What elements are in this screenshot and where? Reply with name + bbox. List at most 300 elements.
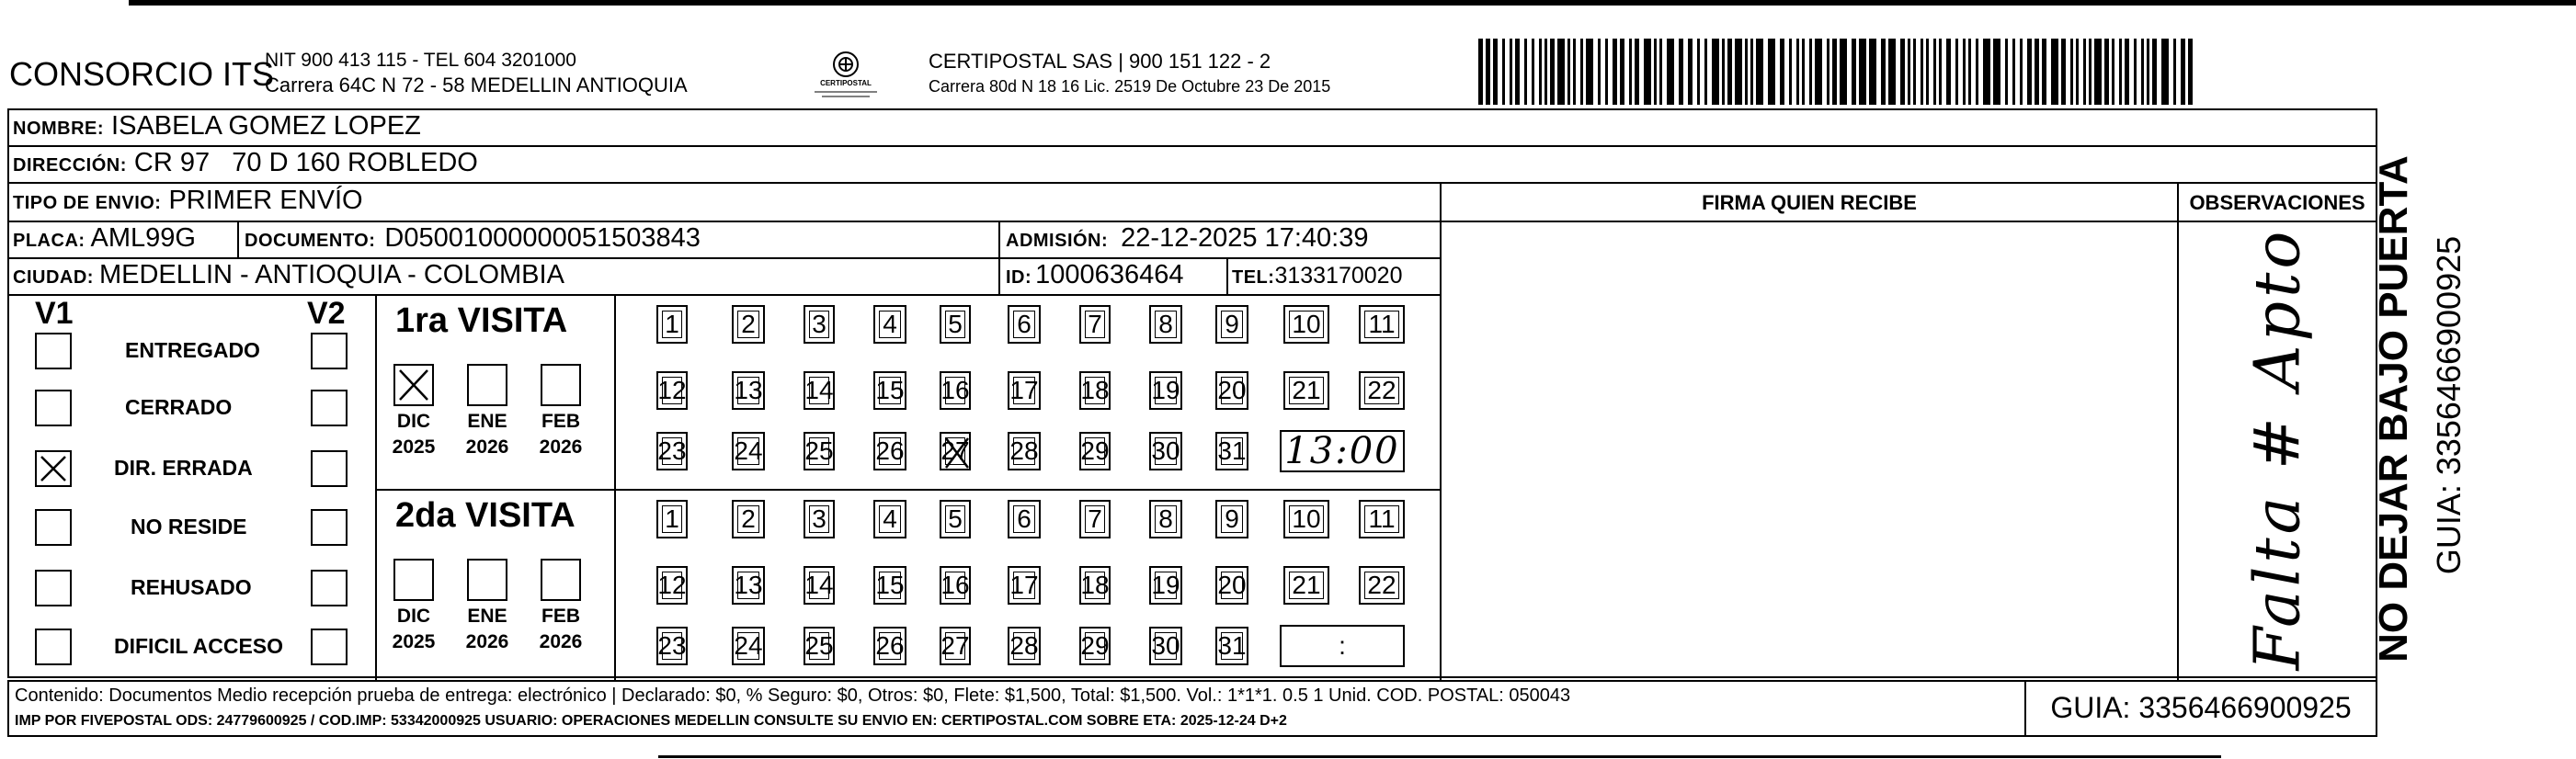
time-box[interactable] — [1280, 625, 1405, 667]
day-box[interactable] — [804, 432, 835, 470]
admission-cell — [1006, 223, 1368, 254]
day-number: 14 — [804, 376, 834, 404]
day-number: 10 — [1292, 504, 1321, 533]
day-number: 16 — [940, 376, 970, 404]
day-number: 8 — [1158, 310, 1173, 338]
barcode-bar — [1510, 39, 1512, 105]
barcode-bar — [2141, 39, 2144, 105]
v1-checkbox[interactable] — [35, 509, 72, 546]
plate-cell — [13, 223, 196, 254]
barcode-bar — [1635, 39, 1639, 105]
tel-label: TEL: — [1232, 267, 1275, 288]
day-box[interactable] — [1149, 627, 1182, 665]
day-box[interactable] — [1215, 566, 1248, 605]
day-number: 28 — [1009, 436, 1039, 465]
day-number: 28 — [1009, 631, 1039, 660]
document-cell — [245, 223, 701, 254]
barcode-bar — [2173, 39, 2176, 105]
barcode-bar — [1605, 39, 1608, 105]
day-box[interactable] — [804, 305, 835, 344]
day-box[interactable] — [732, 371, 765, 410]
footer-divider — [7, 680, 2377, 682]
barcode-bar — [1567, 39, 1570, 105]
barcode-bar — [2089, 39, 2092, 105]
barcode-bar — [1768, 39, 1775, 105]
day-box[interactable] — [1149, 305, 1182, 344]
barcode-bar — [1900, 39, 1905, 105]
shipment-type-row — [13, 186, 363, 216]
day-number: 21 — [1292, 571, 1321, 599]
day-box[interactable] — [1079, 371, 1111, 410]
day-box[interactable] — [732, 305, 765, 344]
barcode-bar — [1557, 39, 1565, 105]
barcode-bar — [1780, 39, 1784, 105]
barcode-bar — [2125, 39, 2129, 105]
barcode-bar — [1939, 39, 1942, 105]
day-box[interactable] — [1079, 305, 1111, 344]
admission-label: ADMISIÓN: — [1006, 231, 1109, 251]
barcode-bar — [1598, 39, 1601, 105]
barcode-bar — [2119, 39, 2122, 105]
day-box[interactable] — [1149, 432, 1182, 470]
barcode-bar — [2152, 39, 2157, 105]
row-divider — [375, 489, 1442, 491]
barcode-bar — [2181, 39, 2185, 105]
day-number: 19 — [1151, 571, 1180, 599]
barcode-bar — [1620, 39, 1624, 105]
barcode-bar — [2061, 39, 2066, 105]
day-number: 23 — [657, 436, 687, 465]
day-number: 4 — [883, 310, 897, 338]
barcode-bar — [1796, 39, 1799, 105]
day-box[interactable] — [1215, 627, 1248, 665]
city-label: CIUDAD: — [13, 267, 94, 288]
v2-checkbox[interactable] — [311, 509, 348, 546]
day-box[interactable] — [732, 566, 765, 605]
barcode-bar — [1524, 39, 1527, 105]
day-number: 12 — [657, 571, 687, 599]
day-box[interactable] — [940, 305, 971, 344]
barcode-bar — [1955, 39, 1958, 105]
v2-checkbox[interactable] — [311, 333, 348, 369]
barcode-bar — [1478, 39, 1483, 105]
handwritten-observation: Falta # Apto — [2241, 227, 2315, 671]
v2-header: V2 — [307, 296, 346, 331]
day-box[interactable] — [804, 627, 835, 665]
day-box[interactable] — [656, 371, 688, 410]
cell-divider — [237, 221, 239, 257]
barcode-bar — [1926, 39, 1929, 105]
barcode — [1478, 39, 2205, 105]
day-number: 18 — [1080, 571, 1110, 599]
barcode-bar — [1586, 39, 1593, 105]
month-year: 2025 — [392, 631, 436, 652]
courier-address: Carrera 80d N 18 16 Lic. 2519 De Octubre 23 De 2015 — [929, 77, 1331, 96]
day-box[interactable] — [1008, 432, 1041, 470]
day-number: 15 — [875, 376, 905, 404]
day-box[interactable] — [1215, 432, 1248, 470]
address-label: DIRECCIÓN: — [13, 155, 127, 176]
v2-checkbox[interactable] — [311, 570, 348, 606]
day-number: 18 — [1080, 376, 1110, 404]
day-number: 2 — [741, 504, 756, 533]
status-label: CERRADO — [125, 395, 233, 419]
admission-date: 22-12-2025 17:40:39 — [1121, 223, 1369, 253]
day-number: 6 — [1017, 504, 1032, 533]
month-label: ENE — [467, 411, 507, 432]
day-box[interactable] — [656, 432, 688, 470]
day-number: 15 — [875, 571, 905, 599]
barcode-bar — [1881, 39, 1886, 105]
observations-header: OBSERVACIONES — [2189, 191, 2365, 214]
barcode-bar — [1654, 39, 1657, 105]
cell-divider — [375, 294, 377, 680]
month-label: DIC — [396, 411, 431, 432]
barcode-bar — [1613, 39, 1617, 105]
v1-checkbox[interactable] — [35, 570, 72, 606]
row-divider — [7, 294, 1442, 296]
day-number: 26 — [875, 436, 905, 465]
day-number: 12 — [657, 376, 687, 404]
day-number: 8 — [1158, 504, 1173, 533]
shipment-type: PRIMER ENVÍO — [168, 186, 363, 215]
barcode-bar — [1908, 39, 1910, 105]
day-box[interactable] — [1215, 371, 1248, 410]
v1-checkbox[interactable] — [35, 629, 72, 665]
barcode-bar — [1963, 39, 1966, 105]
barcode-bar — [2188, 39, 2193, 105]
day-number: 25 — [804, 631, 834, 660]
day-number: 30 — [1151, 631, 1180, 660]
day-number: 3 — [812, 310, 826, 338]
barcode-bar — [1983, 39, 1990, 105]
month-year: 2026 — [539, 631, 583, 652]
barcode-bar — [1688, 39, 1693, 105]
month-checkbox[interactable] — [467, 559, 507, 601]
check-mark — [395, 366, 432, 404]
v1-checkbox[interactable] — [35, 450, 72, 487]
cell-divider — [1226, 257, 1228, 294]
scan-top-edge — [129, 0, 2576, 6]
day-number: 20 — [1217, 571, 1247, 599]
day-box[interactable] — [873, 432, 906, 470]
logo-wordmark: CERTIPOSTAL — [820, 79, 872, 87]
day-number: 10 — [1292, 310, 1321, 338]
barcode-bar — [1750, 39, 1753, 105]
day-number: 16 — [940, 571, 970, 599]
barcode-bar — [2042, 39, 2046, 105]
day-box[interactable] — [1149, 500, 1182, 538]
day-number: 29 — [1080, 631, 1110, 660]
status-label: REHUSADO — [131, 575, 252, 599]
day-box[interactable] — [656, 305, 688, 344]
barcode-bar — [1745, 39, 1748, 105]
recipient-name-row — [13, 111, 421, 142]
barcode-bar — [2094, 39, 2102, 105]
barcode-bar — [1869, 39, 1876, 105]
barcode-bar — [2147, 39, 2149, 105]
id-value: 1000636464 — [1035, 260, 1184, 289]
month-checkbox[interactable] — [467, 364, 507, 406]
day-box[interactable] — [1079, 500, 1111, 538]
day-box[interactable] — [1008, 627, 1041, 665]
day-box[interactable] — [1008, 305, 1041, 344]
barcode-bar — [1735, 39, 1742, 105]
day-number: 1 — [665, 310, 679, 338]
day-box[interactable] — [804, 500, 835, 538]
address-row — [13, 148, 478, 178]
day-number: 17 — [1009, 571, 1039, 599]
barcode-bar — [1809, 39, 1812, 105]
v1-checkbox[interactable] — [35, 333, 72, 369]
day-box[interactable] — [873, 371, 906, 410]
barcode-bar — [1712, 39, 1719, 105]
document-label: DOCUMENTO: — [245, 231, 376, 251]
barcode-bar — [2020, 39, 2023, 105]
day-box[interactable] — [732, 500, 765, 538]
day-number: 19 — [1151, 376, 1180, 404]
day-box[interactable] — [940, 432, 971, 470]
day-number: 29 — [1080, 436, 1110, 465]
day-number: 24 — [734, 436, 763, 465]
day-box[interactable] — [656, 566, 688, 605]
day-box[interactable] — [1149, 371, 1182, 410]
barcode-bar — [2070, 39, 2073, 105]
barcode-bar — [1933, 39, 1936, 105]
day-number: 5 — [948, 310, 963, 338]
day-box[interactable] — [1283, 566, 1329, 605]
day-box[interactable] — [1359, 566, 1405, 605]
shipment-type-label: TIPO DE ENVIO: — [13, 193, 162, 213]
barcode-bar — [1544, 39, 1547, 105]
document-value: D05001000000051503843 — [384, 223, 701, 253]
day-number: 22 — [1367, 376, 1396, 404]
day-box[interactable] — [940, 371, 971, 410]
side-guide-number: GUIA: 3356466900925 — [2430, 235, 2468, 575]
status-label: NO RESIDE — [131, 515, 247, 538]
day-box[interactable] — [873, 305, 906, 344]
barcode-bar — [1859, 39, 1866, 105]
tel-value: 3133170020 — [1274, 263, 1403, 289]
day-box[interactable] — [1008, 371, 1041, 410]
barcode-bar — [1789, 39, 1792, 105]
barcode-bar — [1722, 39, 1725, 105]
footer-bottom — [7, 735, 2377, 737]
cell-divider — [998, 221, 1000, 294]
v2-checkbox[interactable] — [311, 390, 348, 426]
footer-divider-v — [7, 680, 9, 737]
day-box[interactable] — [732, 627, 765, 665]
barcode-bar — [1921, 39, 1923, 105]
month-label: ENE — [467, 606, 507, 627]
scan-bottom-edge — [658, 755, 2221, 758]
time-value: : — [1339, 631, 1346, 660]
day-box[interactable] — [656, 500, 688, 538]
day-box[interactable] — [1359, 371, 1405, 410]
signature-header: FIRMA QUIEN RECIBE — [1702, 191, 1917, 214]
day-number: 22 — [1367, 571, 1396, 599]
status-label: ENTREGADO — [125, 338, 260, 362]
barcode-bar — [1502, 39, 1505, 105]
v1-checkbox[interactable] — [35, 390, 72, 426]
status-label: DIFICIL ACCESO — [114, 634, 284, 658]
month-label: DIC — [396, 606, 431, 627]
day-box[interactable] — [1283, 305, 1329, 344]
day-box[interactable] — [1149, 566, 1182, 605]
recipient-name: ISABELA GOMEZ LOPEZ — [111, 111, 421, 141]
plate-value: AML99G — [90, 223, 196, 253]
day-number: 24 — [734, 631, 763, 660]
barcode-bar — [2012, 39, 2015, 105]
day-number: 23 — [657, 631, 687, 660]
month-year: 2025 — [392, 436, 436, 458]
day-box[interactable] — [1079, 566, 1111, 605]
day-box[interactable] — [873, 500, 906, 538]
time-value: 13:00 — [1284, 430, 1400, 472]
day-number: 27 — [940, 631, 970, 660]
barcode-bar — [2083, 39, 2086, 105]
barcode-bar — [2104, 39, 2109, 105]
barcode-bar — [1888, 39, 1896, 105]
day-box[interactable] — [940, 500, 971, 538]
barcode-bar — [1532, 39, 1534, 105]
footer-guide-number: GUIA: 3356466900925 — [2050, 691, 2352, 724]
month-checkbox[interactable] — [541, 559, 581, 601]
company-address: Carrera 64C N 72 - 58 MEDELLIN ANTIOQUIA — [265, 74, 688, 96]
barcode-bar — [1550, 39, 1555, 105]
barcode-bar — [1580, 39, 1583, 105]
certipostal-logo — [809, 46, 883, 101]
v2-checkbox[interactable] — [311, 450, 348, 487]
day-box[interactable] — [1215, 500, 1248, 538]
tel-cell — [1232, 263, 1402, 289]
barcode-bar — [1644, 39, 1651, 105]
day-number: 13 — [734, 571, 763, 599]
day-number: 7 — [1088, 310, 1102, 338]
v1-header: V1 — [35, 296, 74, 331]
courier-name: CERTIPOSTAL SAS | 900 151 122 - 2 — [929, 50, 1271, 73]
day-box[interactable] — [804, 371, 835, 410]
day-box[interactable] — [1359, 305, 1405, 344]
day-box[interactable] — [1079, 432, 1111, 470]
visit-title: 1ra VISITA — [395, 301, 568, 340]
signature-area[interactable] — [1442, 222, 2177, 680]
day-box[interactable] — [1008, 566, 1041, 605]
barcode-bar — [1486, 39, 1490, 105]
barcode-bar — [1573, 39, 1576, 105]
barcode-bar — [1667, 39, 1674, 105]
v2-checkbox[interactable] — [311, 629, 348, 665]
day-number: 17 — [1009, 376, 1039, 404]
month-label: FEB — [541, 606, 580, 627]
barcode-bar — [1946, 39, 1951, 105]
day-number: 2 — [741, 310, 756, 338]
day-box[interactable] — [1283, 371, 1329, 410]
day-box[interactable] — [1359, 500, 1405, 538]
day-box[interactable] — [940, 627, 971, 665]
id-cell — [1006, 260, 1183, 290]
barcode-bar — [1976, 39, 1978, 105]
barcode-bar — [1802, 39, 1805, 105]
day-number: 27 — [940, 436, 970, 465]
month-checkbox[interactable] — [393, 364, 434, 406]
print-info-line: IMP POR FIVEPOSTAL ODS: 24779600925 / COD.IMP: 53342000925 USUARIO: OPERACIONES MEDELLIN CONSULTE SU ENVIO EN: CERTIPOSTAL.COM SOBRE ETA: 2025-12-24 D+2 — [15, 713, 1287, 729]
row-divider — [7, 182, 2377, 184]
cell-divider — [614, 294, 616, 680]
barcode-bar — [1659, 39, 1662, 105]
day-number: 20 — [1217, 376, 1247, 404]
barcode-bar — [1727, 39, 1732, 105]
day-number: 13 — [734, 376, 763, 404]
day-number: 21 — [1292, 376, 1321, 404]
check-mark — [37, 452, 70, 485]
day-number: 5 — [948, 504, 963, 533]
month-checkbox[interactable] — [541, 364, 581, 406]
day-box[interactable] — [873, 566, 906, 605]
address-value: CR 97 70 D 160 ROBLEDO — [133, 148, 478, 177]
id-label: ID: — [1006, 267, 1032, 288]
time-box[interactable] — [1280, 430, 1405, 472]
day-box[interactable] — [940, 566, 971, 605]
contents-line: Contenido: Documentos Medio recepción prueba de entrega: electrónico | Declarado: $0, % Seguro: $0, Otros: $0, Flete: $1,500, Total: $1,500. Vol.: 1*1*1. 0.5 1 Unid. COD. POSTAL: 050043 — [15, 685, 1571, 706]
city-value: MEDELLIN - ANTIOQUIA - COLOMBIA — [98, 260, 564, 289]
day-number: 26 — [875, 631, 905, 660]
day-number: 30 — [1151, 436, 1180, 465]
day-number: 25 — [804, 436, 834, 465]
do-not-leave-notice: NO DEJAR BAJO PUERTA — [2371, 155, 2416, 663]
barcode-bar — [2134, 39, 2137, 105]
barcode-bar — [2027, 39, 2032, 105]
day-box[interactable] — [1283, 500, 1329, 538]
day-number: 11 — [1368, 504, 1396, 533]
month-year: 2026 — [465, 631, 509, 652]
barcode-bar — [1827, 39, 1829, 105]
barcode-bar — [1852, 39, 1856, 105]
barcode-bar — [1832, 39, 1837, 105]
day-box[interactable] — [873, 627, 906, 665]
day-number: 31 — [1217, 436, 1247, 465]
barcode-bar — [2005, 39, 2008, 105]
barcode-bar — [1840, 39, 1847, 105]
day-box[interactable] — [1008, 500, 1041, 538]
month-year: 2026 — [539, 436, 583, 458]
day-number: 7 — [1088, 504, 1102, 533]
month-label: FEB — [541, 411, 580, 432]
barcode-bar — [2076, 39, 2079, 105]
barcode-bar — [1968, 39, 1971, 105]
day-number: 9 — [1225, 310, 1239, 338]
day-box[interactable] — [656, 627, 688, 665]
barcode-bar — [1697, 39, 1700, 105]
day-number: 11 — [1368, 310, 1396, 338]
day-number: 9 — [1225, 504, 1239, 533]
day-box[interactable] — [804, 566, 835, 605]
day-box[interactable] — [1215, 305, 1248, 344]
day-box[interactable] — [732, 432, 765, 470]
barcode-bar — [2161, 39, 2169, 105]
status-label: DIR. ERRADA — [114, 456, 253, 480]
barcode-bar — [1679, 39, 1683, 105]
visit-title: 2da VISITA — [395, 496, 576, 535]
day-number: 14 — [804, 571, 834, 599]
day-number: 3 — [812, 504, 826, 533]
day-number: 4 — [883, 504, 897, 533]
day-box[interactable] — [1079, 627, 1111, 665]
city-row — [13, 260, 564, 290]
barcode-bar — [1493, 39, 1498, 105]
barcode-bar — [1629, 39, 1632, 105]
month-checkbox[interactable] — [393, 559, 434, 601]
